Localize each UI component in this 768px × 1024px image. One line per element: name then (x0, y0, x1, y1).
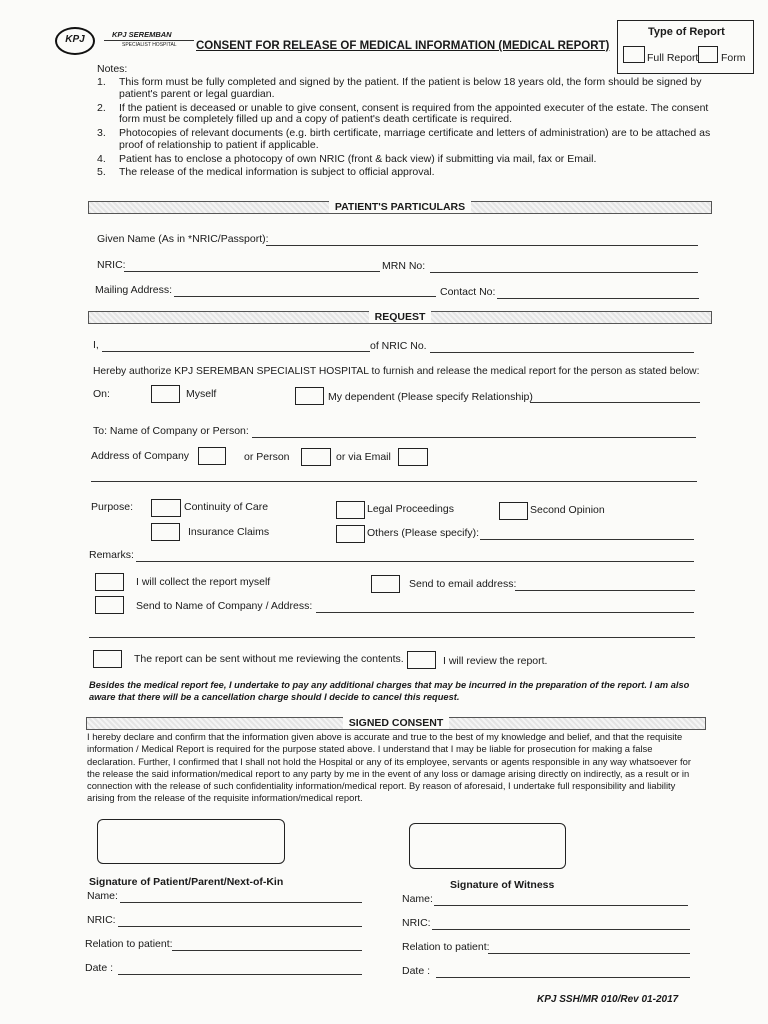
given-name-line (266, 245, 698, 246)
patient-signature-box[interactable] (97, 819, 285, 864)
patient-relation-label: Relation to patient: (85, 938, 173, 950)
note-5 (97, 166, 717, 178)
remarks-input[interactable] (138, 548, 692, 560)
fee-note-line-2: aware that there will be a cancellation charge should I decide to cancel this request. (89, 692, 460, 702)
or-person-checkbox[interactable] (301, 448, 331, 466)
patient-date-label: Date : (85, 962, 114, 974)
remarks-line (136, 561, 694, 562)
or-person-label: or Person (244, 451, 290, 463)
note-text: Patient has to enclose a photocopy of own NRIC (front & back view) if submitting via mail, fax or Email. (119, 152, 597, 165)
send-company-line (316, 612, 694, 613)
witness-nric-label: NRIC: (402, 917, 431, 929)
patient-nric-line (118, 926, 362, 927)
continuity-checkbox[interactable] (151, 499, 181, 517)
logo-text: KPJ (65, 34, 85, 45)
mailing-address-input[interactable] (176, 283, 434, 295)
note-num: 4. (97, 152, 106, 165)
witness-nric-input[interactable] (434, 916, 688, 928)
nric-label: NRIC: (97, 259, 126, 271)
band-title: PATIENT'S PARTICULARS (329, 201, 471, 213)
continuity-label: Continuity of Care (184, 501, 269, 513)
type-of-report-label: Type of Report (648, 26, 725, 38)
consent-declaration (87, 731, 691, 805)
requester-nric-input[interactable] (432, 339, 692, 351)
note-3 (97, 127, 717, 139)
patient-particulars-band (88, 201, 712, 214)
given-name-label: Given Name (As in *NRIC/Passport): (97, 233, 269, 245)
will-review-label: I will review the report. (443, 655, 548, 667)
or-email-checkbox[interactable] (398, 448, 428, 466)
note-text: This form must be fully completed and signed by the patient. If the patient is below 18 years old, the form should be signed by (119, 76, 702, 88)
i-name-line (102, 351, 370, 352)
without-review-label: The report can be sent without me reviewing the contents. (134, 653, 404, 665)
form-label: Form (721, 52, 746, 64)
full-report-label: Full Report (647, 52, 699, 64)
collect-myself-label: I will collect the report myself (136, 576, 271, 588)
contact-no-label: Contact No: (440, 286, 496, 298)
patient-name-line (120, 902, 362, 903)
notes-list (97, 76, 717, 178)
second-opinion-checkbox[interactable] (499, 502, 528, 520)
note-num: 2. (97, 101, 106, 114)
note-1-cont: patient's parent or legal guardian. (119, 87, 275, 100)
note-text: The release of the medical information is subject to official approval. (119, 165, 435, 178)
send-company-checkbox[interactable] (95, 596, 124, 614)
witness-name-line (434, 905, 688, 906)
note-3-cont: proof of relationship to patient if applicable. (119, 138, 319, 151)
purpose-label: Purpose: (91, 501, 134, 513)
signed-consent-band (86, 717, 706, 730)
note-num: 3. (97, 127, 106, 139)
will-review-checkbox[interactable] (407, 651, 436, 669)
dependent-checkbox[interactable] (295, 387, 324, 405)
mrn-line (430, 272, 698, 273)
remarks-label: Remarks: (89, 549, 134, 561)
send-company-label: Send to Name of Company / Address: (136, 600, 313, 612)
consent-line: I hereby declare and confirm that the information given above is accurate and true to the best of my knowledge and belief, and that the requisite (87, 731, 683, 742)
mailing-address-line (174, 296, 436, 297)
send-email-label: Send to email address: (409, 578, 517, 590)
legal-checkbox[interactable] (336, 501, 365, 519)
witness-relation-line (488, 953, 690, 954)
note-2 (97, 102, 717, 114)
brand-sub: SPECIALIST HOSPITAL (122, 42, 177, 48)
of-nric-label: of NRIC No. (370, 340, 427, 352)
mrn-input[interactable] (432, 259, 696, 271)
witness-name-label: Name: (402, 893, 433, 905)
note-num: 5. (97, 165, 106, 178)
company-person-input[interactable] (254, 424, 694, 436)
patient-date-input[interactable] (120, 961, 360, 973)
without-review-checkbox[interactable] (93, 650, 122, 668)
note-2-cont: form must be completely filled up and a copy of patient's death certificate is required. (119, 113, 513, 125)
consent-line: connection with the release of such confidentiality information/medical report. By reason of aforesaid, I undertake full responsibility and liability (87, 780, 676, 792)
myself-label: Myself (186, 388, 217, 400)
notes-heading: Notes: (97, 63, 128, 75)
band-title: REQUEST (369, 311, 432, 323)
others-line (480, 539, 694, 540)
nric-line (124, 271, 380, 272)
full-report-checkbox[interactable] (623, 46, 645, 63)
send-email-line (515, 590, 695, 591)
send-company-line-2 (89, 637, 695, 638)
patient-relation-line (172, 950, 362, 951)
form-code: KPJ SSH/MR 010/Rev 01-2017 (537, 994, 679, 1005)
insurance-checkbox[interactable] (151, 523, 180, 541)
to-company-label: To: Name of Company or Person: (93, 425, 249, 437)
authorize-text: Hereby authorize KPJ SEREMBAN SPECIALIST HOSPITAL to furnish and release the medical report for the person as stated below: (93, 366, 700, 377)
second-opinion-label: Second Opinion (530, 504, 605, 516)
consent-line: the release the said information/medical report to any party by me in the event of any loss or damage arising directly on indirectly, as a result or in (87, 767, 690, 779)
request-band (88, 311, 712, 324)
band-title: SIGNED CONSENT (343, 717, 450, 729)
mailing-address-label: Mailing Address: (95, 284, 173, 296)
witness-date-line (436, 977, 690, 978)
note-4 (97, 153, 717, 166)
note-text: If the patient is deceased or unable to give consent, consent is required from the appointed executer of the estate. The consent (119, 101, 709, 114)
dependent-label: My dependent (Please specify Relationship) (328, 391, 533, 403)
fee-note (89, 679, 689, 703)
dependent-relationship-input[interactable] (532, 389, 698, 401)
patient-relation-input[interactable] (174, 937, 360, 949)
witness-date-input[interactable] (438, 964, 688, 976)
patient-date-line (118, 974, 362, 975)
witness-name-input[interactable] (436, 892, 686, 904)
witness-signature-title: Signature of Witness (450, 879, 555, 891)
send-email-checkbox[interactable] (371, 575, 400, 593)
collect-myself-checkbox[interactable] (95, 573, 124, 591)
witness-relation-label: Relation to patient: (402, 941, 490, 953)
patient-name-input[interactable] (122, 889, 360, 901)
consent-line: declaration. Further, I confirmed that I shall not hold the Hospital or any of its employee, servants or agents responsible in any way whatsoever for (87, 755, 691, 767)
patient-nric-label: NRIC: (87, 914, 116, 926)
form-title: CONSENT FOR RELEASE OF MEDICAL INFORMATION (MEDICAL REPORT) (196, 40, 610, 52)
note-1 (97, 76, 717, 88)
of-nric-line (430, 352, 694, 353)
email-address-input[interactable] (517, 577, 693, 589)
witness-nric-line (432, 929, 690, 930)
on-label: On: (93, 388, 110, 400)
brand-name: KPJ SEREMBAN (112, 30, 172, 39)
note-text: Photocopies of relevant documents (e.g. birth certificate, marriage certificate and letters of administration) are to be attached as (119, 127, 711, 139)
form-checkbox[interactable] (698, 46, 718, 63)
others-checkbox[interactable] (336, 525, 365, 543)
witness-signature-box[interactable] (409, 823, 566, 869)
dependent-line (530, 402, 700, 403)
others-label: Others (Please specify): (367, 527, 480, 539)
i-label: I, (93, 339, 99, 351)
insurance-label: Insurance Claims (188, 526, 270, 538)
patient-name-label: Name: (87, 890, 118, 902)
brand-rule (104, 40, 194, 41)
consent-line: information / Medical Report is required for the purpose stated above. I understand that I may be liable for prosecution for making a false (87, 743, 653, 755)
note-num: 1. (97, 76, 106, 88)
others-specify-input[interactable] (482, 526, 692, 538)
patient-signature-title: Signature of Patient/Parent/Next-of-Kin (89, 876, 284, 888)
nric-input[interactable] (126, 258, 378, 270)
to-company-line (252, 437, 696, 438)
address-of-company-label: Address of Company (91, 450, 190, 462)
mrn-label: MRN No: (382, 260, 426, 272)
legal-label: Legal Proceedings (367, 503, 454, 515)
or-email-label: or via Email (336, 451, 391, 463)
myself-checkbox[interactable] (151, 385, 180, 403)
address-of-company-checkbox[interactable] (198, 447, 226, 465)
requester-name-input[interactable] (104, 338, 368, 350)
address-extra-line (91, 481, 697, 482)
company-address-input[interactable] (318, 599, 692, 611)
fee-note-line-1: Besides the medical report fee, I undertake to pay any additional charges that may be incurred in the preparation of the report. I am also (89, 680, 690, 690)
witness-date-label: Date : (402, 965, 431, 977)
consent-line: arising from the release of the requisite information/medical report. (87, 792, 363, 804)
given-name-input[interactable] (268, 232, 696, 244)
contact-no-line (497, 298, 699, 299)
contact-no-input[interactable] (499, 285, 697, 297)
patient-nric-input[interactable] (120, 913, 360, 925)
witness-relation-input[interactable] (490, 940, 688, 952)
kpj-logo (55, 27, 95, 55)
